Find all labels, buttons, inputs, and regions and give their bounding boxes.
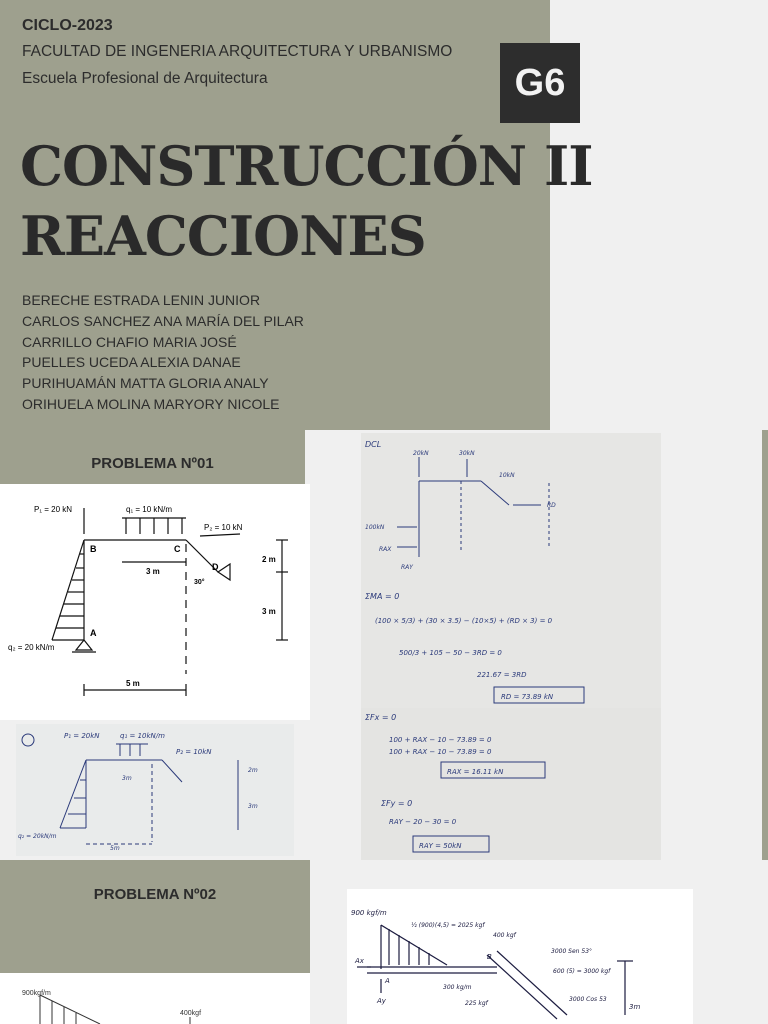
page-title-line2: REACCIONES [20,204,426,268]
sum-fy-line1: RAY − 20 − 30 = 0 [389,818,457,826]
author-list [22,290,304,415]
fig1-node-c: C [174,544,181,554]
dcl-force-100: 100kN [365,524,385,531]
sketch1-len-2m: 2m [248,767,258,774]
author-name: PURIHUAMÁN MATTA GLORIA ANALY [22,375,269,392]
author-name: CARLOS SANCHEZ ANA MARÍA DEL PILAR [22,312,304,329]
p2-udl-resultant: 600 (5) = 3000 kgf [553,968,611,975]
school-name: Escuela Profesional de Arquitectura [22,70,268,87]
fig1-node-b: B [90,544,97,554]
problem1-sketch [16,724,294,856]
p2-node-a: A [385,977,390,985]
dcl-eq-3rd: 221.67 = 3RD [477,671,527,679]
problem1-figure [0,484,310,720]
fig1-node-d: D [212,562,219,572]
dcl-label: DCL [365,440,382,449]
dcl-force-10: 10kN [499,472,515,479]
sum-fx-line2: 100 + RAX − 10 − 73.89 = 0 [389,748,492,756]
fig1-p1: P₁ = 20 kN [34,505,73,514]
p2-point-load: 400 kgf [493,932,516,939]
dcl-result-rd: RD = 73.89 kN [501,693,554,701]
fig1-dim-2m: 2 m [262,555,276,564]
fig1-node-a: A [90,628,97,638]
p2-dim-3m: 3m [629,1003,641,1011]
dcl-force-20: 20kN [413,450,429,457]
dcl-force-30: 30kN [459,450,475,457]
dcl-rd: RD [547,502,556,509]
p2-ax: Ax [355,957,364,965]
fig1-q1: q₁ = 10 kN/m [126,505,173,514]
group-badge: G6 [500,43,580,123]
fig1-p2: P₂ = 10 kN [204,523,243,532]
author-name: PUELLES UCEDA ALEXIA DANAE [22,354,241,371]
author-name: ORIHUELA MOLINA MARYORY NICOLE [22,395,280,412]
problem2-sketch [347,889,693,1024]
page-title-line1: CONSTRUCCIÓN II [20,134,593,198]
sketch1-q2: q₂ = 20kN/m [18,833,57,840]
sketch1-len-3m: 3m [122,775,132,782]
p2-fig-load: 900kgf/m [22,990,51,997]
sketch1-p1: P₁ = 20kN [64,732,100,740]
p2-ay: Ay [377,997,386,1005]
author-name: BERECHE ESTRADA LENIN JUNIOR [22,292,261,308]
author-name: CARRILLO CHAFIO MARIA JOSÉ [22,333,237,350]
sum-fx-result: RAX = 16.11 kN [447,768,504,776]
sum-forces-sheet [361,708,661,860]
p2-225: 225 kgf [465,1000,488,1007]
sketch1-q1: q₁ = 10kN/m [120,732,165,740]
dcl-eq-simplified: 500/3 + 105 − 50 − 3RD = 0 [399,649,502,657]
p2-cos-component: 3000 Cos 53 [569,996,607,1003]
sum-fx-title: ΣFx = 0 [365,713,397,722]
problem1-heading: PROBLEMA Nº01 [91,455,214,472]
sum-fy-title: ΣFy = 0 [381,799,413,808]
fig1-dim-5m: 5 m [126,679,140,688]
dcl-eq-moments: (100 × 5/3) + (30 × 3.5) − (10×5) + (RD × 3) = 0 [375,617,553,625]
sketch1-len-5m: 5m [110,845,120,852]
fig1-angle: 30° [194,579,205,586]
p2-fig-point: 400kgf [180,1010,202,1017]
fig1-dim-3m: 3 m [146,567,160,576]
sum-fx-line1: 100 + RAX − 10 − 73.89 = 0 [389,736,492,744]
p2-sin-component: 3000 Sen 53° [551,948,593,955]
dcl-ray: RAY [401,564,413,571]
ciclo-label: CICLO-2023 [22,17,113,34]
dcl-rax: RAX [379,546,392,553]
problem2-figure [0,973,310,1024]
problem2-heading: PROBLEMA Nº02 [93,886,217,903]
fig1-q2: q₂ = 20 kN/m [8,643,55,652]
p2-triangle-resultant: ½ (900)(4,5) = 2025 kgf [411,922,485,929]
p2-udl-300: 300 kg/m [443,984,472,991]
sketch1-len-3m-vertical: 3m [248,803,258,810]
sketch1-p2: P₂ = 10kN [176,748,212,756]
p2-load-q: 900 kgf/m [351,909,387,917]
dcl-eq-sum-moments: ΣMA = 0 [365,592,400,601]
p2-node-b: B [487,953,492,961]
sum-fy-result: RAY = 50kN [419,842,462,850]
dcl-sheet [361,433,661,708]
fig1-dim-3m-vertical: 3 m [262,607,276,616]
edge-strip [762,430,768,860]
faculty-name: FACULTAD DE INGENERIA ARQUITECTURA Y URBANISMO [22,43,453,60]
